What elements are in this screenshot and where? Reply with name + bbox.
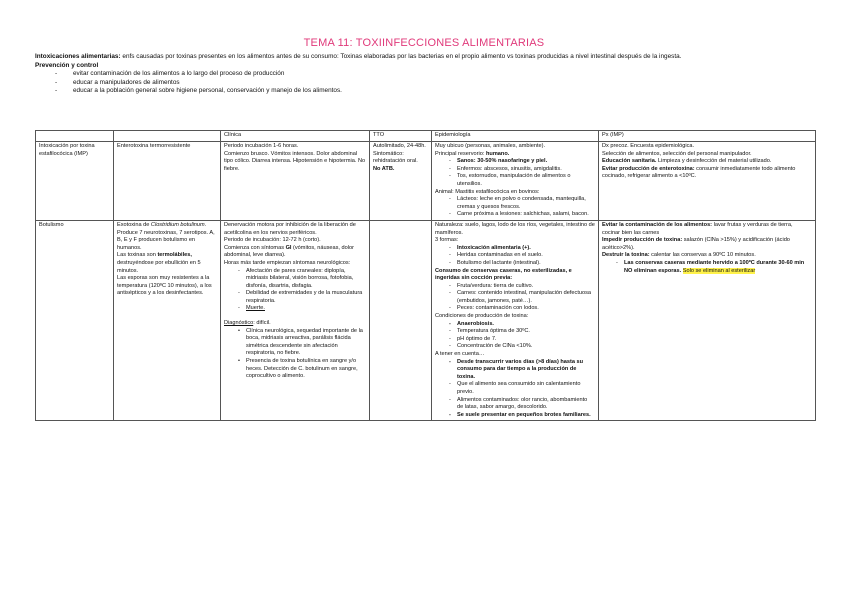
table-row-estafilococica — [36, 142, 816, 221]
text-fragment: Clostridium botulinum. — [150, 221, 207, 228]
text-line — [117, 252, 217, 275]
text-fragment: Exotoxina de — [117, 221, 151, 228]
text-fragment: Sanos: 30-50% nasofaringe y piel. — [457, 158, 548, 165]
text-fragment: Evitar la contaminación de los alimentos: — [602, 221, 713, 228]
page-title: TEMA 11: TOXIINFECCIONES ALIMENTARIAS — [303, 37, 545, 49]
text-fragment: Principal reservorio: — [435, 150, 486, 157]
list-item: - Carnes: contenido intestinal, manipulación defectuosa (embutidos, jamones, paté…). — [435, 290, 595, 305]
cell-tto — [370, 220, 432, 420]
text-fragment: Las toxinas son — [117, 252, 158, 259]
highlighted-text: Solo se eliminan al esterilizar — [682, 267, 756, 274]
cell-clinica — [221, 220, 370, 420]
cell-agent: Enterotoxina termorresistente — [114, 142, 221, 221]
text-line: Comienzo brusco. Vómitos intensos. Dolor abdominal tipo cólico. Diarrea intensa. Hipotensión e hipotermia. No fiebre. — [224, 150, 366, 172]
text-line — [224, 245, 366, 260]
text-line — [602, 252, 812, 260]
control-title: Prevención y control — [35, 61, 99, 69]
text-line: Muy ubicuo (personas, animales, ambiente). — [435, 143, 546, 149]
list-item: - Afectación de pares craneales: diplopía, midriasis bilateral, visión borrosa, fotofobia, disfonía, disartria, disfagia. — [224, 268, 366, 291]
bullet-list — [435, 321, 595, 351]
text-line — [602, 158, 812, 166]
text-line: Naturaleza: suelo, lagos, lodo de los ríos, vegetales, intestino de mamíferos. — [435, 221, 595, 236]
text-fragment: humano. — [485, 150, 510, 157]
list-item: - Muerte. — [224, 305, 366, 313]
text-fragment: Impedir producción de toxina: — [602, 237, 683, 244]
intro-lead-bold: Intoxicaciones alimentarias: — [35, 53, 121, 60]
control-item: - educar a manipuladores de alimentos — [35, 79, 815, 88]
list-item: - Temperatura óptima de 30ºC. — [435, 328, 595, 336]
text-line: Periodo de incubación: 12-72 h (corto). — [224, 237, 321, 244]
list-item: - Lácteos: leche en polvo o condensada, mantequilla, cremas y quesos frescos. — [435, 196, 595, 211]
table-row-botulismo — [36, 220, 816, 420]
text-fragment: Destruir la toxina: — [602, 252, 650, 259]
bullet-list — [602, 260, 812, 275]
infections-table — [35, 130, 816, 421]
text-line: Dx precoz. Encuesta epidemiológica. — [602, 143, 695, 149]
intro-section — [35, 53, 815, 96]
list-item: - Fruta/verdura: tierra de cultivo. — [435, 283, 595, 291]
text-fragment: destruyéndose por ebullición en 5 minutos. — [117, 259, 201, 274]
text-fragment: Comienza con síntomas — [224, 244, 286, 251]
text-line: Las esporas son muy resistentes a la temperatura (120ºC 10 minutos), a los antisépticos y a los desinfectantes. — [117, 275, 212, 297]
text-line: Horas más tarde empiezan síntomas neurológicos: — [224, 259, 351, 266]
bullet-list — [435, 245, 595, 268]
text-line: Animal: Mastitis estafilocócica en bovinos: — [435, 188, 540, 195]
text-fragment: Intoxicación alimentaria (+). — [457, 244, 531, 251]
list-item — [435, 245, 595, 253]
text-line: 3 formas: — [435, 237, 459, 244]
list-item: • Clínica neurológica, sequedad importante de la boca, midriasis arreactiva, parálisis flácida simétrica descendente sin afectación respiratoria, no fiebre. — [224, 328, 366, 358]
text-fragment: Diagnóstico — [224, 320, 254, 327]
text-line: Sintomático: rehidratación oral. — [373, 150, 418, 165]
text-fragment: termolábiles, — [157, 252, 192, 259]
text-line — [602, 166, 812, 181]
control-item: - evitar contaminación de los alimentos a lo largo del proceso de producción — [35, 70, 815, 79]
list-item: - Peces: contaminación con lodos. — [435, 305, 595, 313]
text-fragment: : difícil. — [253, 320, 271, 327]
list-item: - Tos, estornudos, manipulación de alimentos o utensilios. — [435, 173, 595, 188]
text-line: Periodo incubación 1-6 horas. — [224, 143, 299, 149]
header-clinica: Clínica — [221, 131, 370, 142]
text-line: Produce 7 neurotoxinas, 7 serotipos. A, B, E y F producen botulismo en humanos. — [117, 229, 215, 251]
text-line: Denervación motora por inhibición de la liberación de acetilcolina en los nervios periféricos. — [224, 221, 356, 236]
list-item: - Heridas contaminadas en el suelo. — [435, 252, 595, 260]
control-list — [35, 70, 815, 96]
header-cell — [114, 131, 221, 142]
list-item: - Que el alimento sea consumido sin calentamiento previo. — [435, 381, 595, 396]
text-line — [117, 222, 217, 230]
list-item: - pH óptimo de 7. — [435, 336, 595, 344]
list-item: - Debilidad de extremidades y de la musculatura respiratoria. — [224, 290, 366, 305]
bullet-list — [224, 268, 366, 314]
text-line — [224, 320, 366, 328]
text-fragment: Limpieza y desinfección del material utilizado. — [656, 158, 772, 165]
text-line: No ATB. — [373, 165, 395, 172]
cell-epidemiologia — [432, 220, 599, 420]
table-header-row — [36, 131, 816, 142]
text-line — [435, 151, 595, 159]
list-item: - Botulismo del lactante (intestinal). — [435, 260, 595, 268]
cell-name: Botulismo — [36, 220, 114, 420]
text-fragment: Las conservas caseras mediante hervido a 100ºC durante 30-60 min NO eliminan esporas. — [624, 259, 805, 274]
header-epidemiologia: Epidemiología — [432, 131, 599, 142]
cell-epidemiologia — [432, 142, 599, 221]
list-item — [435, 158, 595, 166]
text-line: Condiciones de producción de toxina: — [435, 313, 529, 320]
bullet-list — [435, 196, 595, 219]
cell-clinica — [221, 142, 370, 221]
list-item: - Se suele presentar en pequeños brotes familiares. — [435, 412, 595, 420]
header-px: Px (IMP) — [599, 131, 816, 142]
control-item: - educar a la población general sobre higiene personal, conservación y manejo de los alimentos. — [35, 87, 815, 96]
list-item: - Concentración de ClNa <10%. — [435, 343, 595, 351]
spacer — [224, 313, 366, 320]
text-fragment: salazón (ClNa >15%) y acidificación (ácido acético>2%). — [602, 237, 790, 251]
text-fragment: Educación sanitaria. — [602, 158, 657, 165]
text-fragment: GI — [285, 244, 292, 251]
cell-px — [599, 142, 816, 221]
cell-name: Intoxicación por toxina estafilocócica (IMP) — [36, 142, 114, 221]
text-line — [602, 222, 812, 237]
text-line — [602, 237, 812, 252]
list-item: - Carne próxima a lesiones: salchichas, salami, bacon. — [435, 211, 595, 219]
text-fragment: calentar las conservas a 90ºC 10 minutos. — [649, 252, 756, 259]
list-item: - Desde transcurrir varios días (>8 días) hasta su consumo para dar tiempo a la producción de toxina. — [435, 359, 595, 382]
cell-tto — [370, 142, 432, 221]
text-line: Autolimitado, 24-48h. — [373, 143, 426, 149]
list-item: • Presencia de toxina botulínica en sangre y/o heces. Detección de C. botulinum en sangre, coprocultivo o alimento. — [224, 358, 366, 381]
header-tto: TTO — [370, 131, 432, 142]
bullet-list — [435, 283, 595, 313]
text-line: A tener en cuenta… — [435, 351, 485, 358]
list-item — [602, 260, 812, 275]
header-cell — [36, 131, 114, 142]
list-item: - Anaerobiosis. — [435, 321, 595, 329]
text-line: Selección de alimentos, selección del personal manipulador. — [602, 150, 752, 157]
bullet-list — [435, 359, 595, 420]
list-item: - Alimentos contaminados: olor rancio, abombamiento de latas, sabor amargo, descolorido. — [435, 397, 595, 412]
text-fragment: (vómitos, náuseas, dolor abdominal, leve diarrea). — [224, 244, 354, 259]
bullet-list — [435, 158, 595, 188]
bullet-list — [224, 328, 366, 381]
text-line: Consumo de conservas caseras, no esterilizadas, e ingeridas sin cocción previa: — [435, 267, 572, 282]
text-fragment: consumir inmediatamente todo alimento cocinado, refrigerar alimento a <10ºC. — [602, 165, 796, 180]
intro-lead-text: enfs causadas por toxinas presentes en los alimentos antes de su consumo: Toxinas elaboradas por las bacterias en el propio alimento vs toxinas producidas a nivel intestinal después de la ingesta. — [122, 53, 682, 60]
intro-paragraph — [35, 53, 815, 62]
list-item: - Enfermos: abscesos, sinusitis, amigdalitis. — [435, 166, 595, 174]
cell-px — [599, 220, 816, 420]
cell-agent — [114, 220, 221, 420]
text-fragment: lavar frutas y verduras de tierra, cocinar bien las carnes — [602, 221, 793, 236]
text-fragment: Evitar producción de enterotoxina: — [602, 165, 695, 172]
